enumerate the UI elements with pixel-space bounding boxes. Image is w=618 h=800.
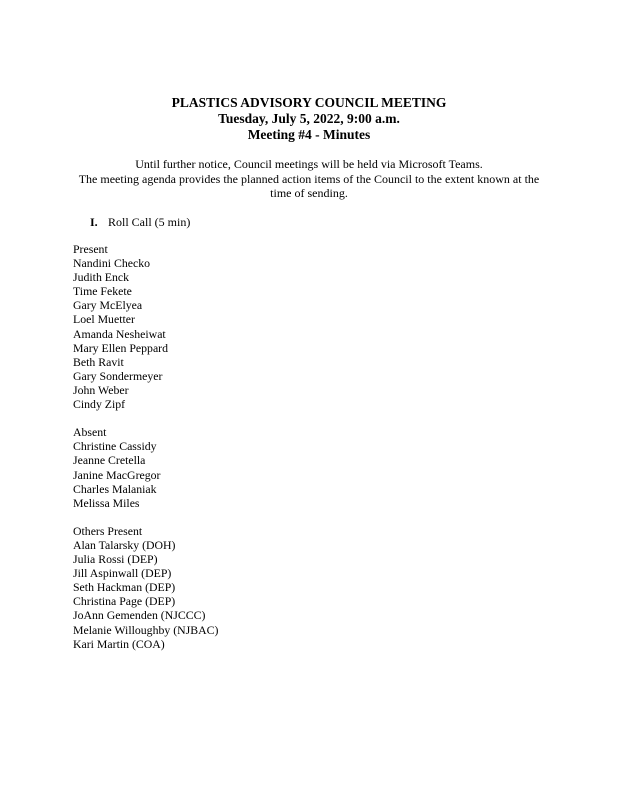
list-item: Seth Hackman (DEP) xyxy=(73,580,176,595)
list-item: Beth Ravit xyxy=(73,354,124,369)
list-item: JoAnn Gemenden (NJCCC) xyxy=(73,608,206,623)
list-item: Loel Muetter xyxy=(73,312,135,327)
list-item: Gary Sondermeyer xyxy=(73,368,163,383)
meeting-number: Meeting #4 - Minutes xyxy=(247,127,371,142)
attendance-list xyxy=(73,242,218,665)
list-item: John Weber xyxy=(73,382,129,397)
present-label: Present xyxy=(73,242,108,256)
list-item: Jill Aspinwall (DEP) xyxy=(73,566,172,581)
list-item: Julia Rossi (DEP) xyxy=(73,552,158,567)
list-item: Alan Talarsky (DOH) xyxy=(73,537,176,552)
list-item: Christine Cassidy xyxy=(73,439,157,454)
list-item: Janine MacGregor xyxy=(73,467,161,482)
list-item: Judith Enck xyxy=(73,270,130,285)
present-group xyxy=(73,242,218,411)
list-item: Cindy Zipf xyxy=(73,397,126,412)
section-heading-roll-call xyxy=(90,215,190,229)
section-number: I. xyxy=(90,215,98,229)
list-item: Jeanne Cretella xyxy=(73,453,146,468)
list-item: Time Fekete xyxy=(73,284,132,299)
list-item: Melanie Willoughby (NJBAC) xyxy=(73,622,219,637)
meeting-title: PLASTICS ADVISORY COUNCIL MEETING xyxy=(171,95,447,110)
others-present-group xyxy=(73,524,218,651)
list-item: Amanda Nesheiwat xyxy=(73,326,166,341)
list-item: Nandini Checko xyxy=(73,256,150,271)
meeting-title-block xyxy=(0,95,618,143)
list-item: Gary McElyea xyxy=(73,298,143,313)
absent-label: Absent xyxy=(73,425,107,440)
others-present-label: Others Present xyxy=(73,523,143,538)
list-item: Kari Martin (COA) xyxy=(73,636,165,651)
section-title: Roll Call (5 min) xyxy=(108,215,191,229)
absent-group xyxy=(73,425,218,510)
list-item: Charles Malaniak xyxy=(73,481,157,496)
notice-line-2: The meeting agenda provides the planned action items of the Council to the extent known at the xyxy=(78,171,540,186)
meeting-notice xyxy=(60,157,558,201)
list-item: Mary Ellen Peppard xyxy=(73,340,169,355)
notice-line-3: time of sending. xyxy=(270,186,348,201)
meeting-date: Tuesday, July 5, 2022, 9:00 a.m. xyxy=(218,111,400,126)
notice-line-1: Until further notice, Council meetings will be held via Microsoft Teams. xyxy=(135,157,483,171)
list-item: Melissa Miles xyxy=(73,495,140,510)
list-item: Christina Page (DEP) xyxy=(73,594,176,609)
